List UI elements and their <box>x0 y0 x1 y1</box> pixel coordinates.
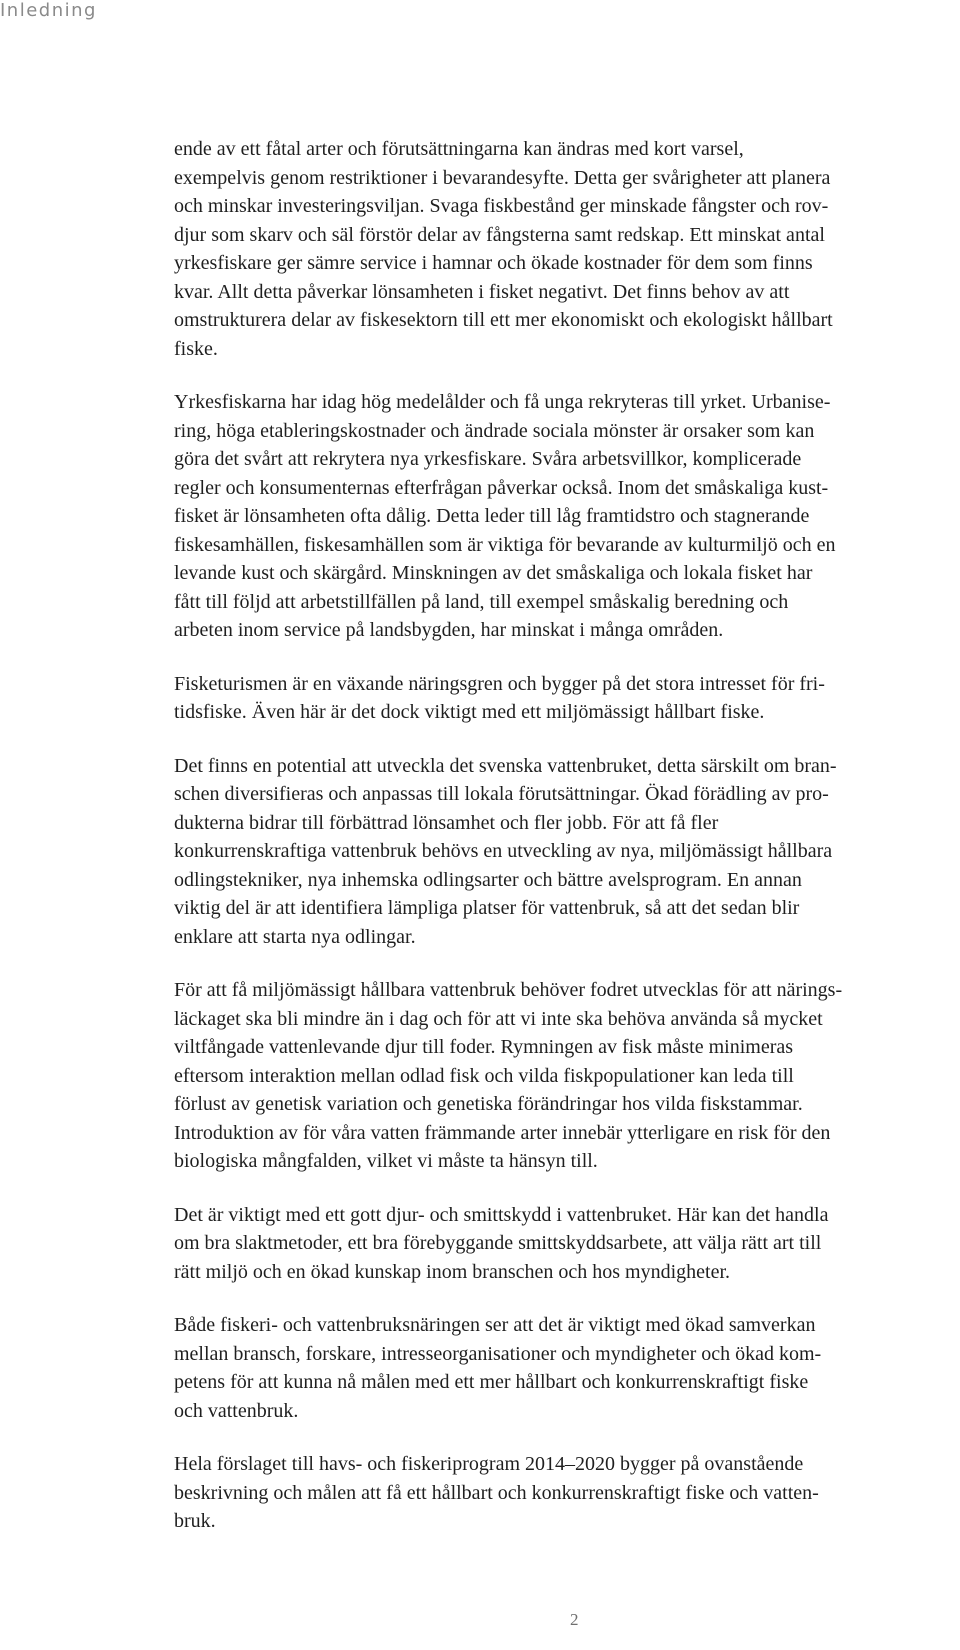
paragraph: Både fiskeri- och vattenbruksnäringen ser att det är viktigt med ökad samverkan mellan bransch, forskare, intresseorganisationer och myndigheter och ökad kom- petens för att kunna nå målen med ett mer hållbart och konkurrenskraftigt fiske och vattenbruk. <box>174 1314 822 1422</box>
paragraph: Fisketurismen är en växande näringsgren och bygger på det stora intresset för fri- tidsfiske. Även här är det dock viktigt med ett miljömässigt hållbart fiske. <box>174 672 825 723</box>
paragraph: ende av ett fåtal arter och förutsättningarna kan ändras med kort varsel, exempelvis genom restriktioner i bevarandesyfte. Detta ger svårigheter att planera och minskar investeringsviljan. Svaga fiskbestånd ger minskade fångster och rov- djur som skarv och säl förstör delar av fångsterna samt redskap. Ett minskat antal yrkesfiskare ger sämre service i hamnar och ökade kostnader för dem som finns kvar. Allt detta påverkar lönsamheten i fisket negativt. Det finns behov av att omstrukturera delar av fiskesektorn till ett mer ekonomiskt och ekologiskt hållbart fiske. <box>174 138 833 360</box>
paragraph: Hela förslaget till havs- och fiskeriprogram 2014–2020 bygger på ovanstående beskrivning och målen att få ett hållbart och konkurrenskraftigt fiske och vatten- bruk. <box>174 1453 819 1532</box>
page-body <box>174 135 960 1561</box>
running-header: Inledning <box>0 0 97 21</box>
paragraph: För att få miljömässigt hållbara vattenbruk behöver fodret utvecklas för att närings- läckaget ska bli mindre än i dag och för att vi inte ska behöva använda så mycket viltfångade vattenlevande djur till foder. Rymningen av fisk måste minimeras eftersom interaktion mellan odlad fisk och vilda fiskpopulationer kan leda till förlust av genetisk variation och genetiska förändringar hos vilda fiskstammar. Introduktion av för våra vatten främmande arter innebär ytterligare en risk för den biologiska mångfalden, vilket vi måste ta hänsyn till. <box>174 979 843 1172</box>
paragraph: Det är viktigt med ett gott djur- och smittskydd i vattenbruket. Här kan det handla om bra slaktmetoder, ett bra förebyggande smittskyddsarbete, att välja rätt art till rätt miljö och en ökad kunskap inom branschen och hos myndigheter. <box>174 1203 829 1283</box>
paragraph: Yrkesfiskarna har idag hög medelålder och få unga rekryteras till yrket. Urbanise- ring, höga etableringskostnader och ändrade sociala mönster är orsaker som kan göra det svårt att rekrytera nya yrkesfiskare. Svåra arbetsvillkor, komplicerade regler och konsumenternas efterfrågan påverkar också. Inom det småskaliga kust- fisket är lönsamheten ofta dålig. Detta leder till låg framtidstro och stagnerande fiskesamhällen, fiskesamhällen som är viktiga för bevarande av kulturmiljö och en levande kust och skärgård. Minskningen av det småskaliga och lokala fisket har fått till följd att arbetstillfällen på land, till exempel småskalig beredning och arbeten inom service på landsbygden, har minskat i många områden. <box>174 391 836 641</box>
page-number: 2 <box>570 1610 579 1629</box>
paragraph: Det finns en potential att utveckla det svenska vattenbruket, detta särskilt om bran- schen diversifieras och anpassas till lokala förutsättningar. Ökad förädling av pro- dukterna bidrar till förbättrad lönsamhet och fler jobb. För att få fler konkurrenskraftiga vattenbruk behövs en utveckling av nya, miljömässigt hållbara odlingstekniker, nya inhemska odlingsarter och bättre avelsprogram. En annan viktig del är att identifiera lämpliga platser för vattenbruk, så att det sedan blir enklare att starta nya odlingar. <box>174 754 837 948</box>
